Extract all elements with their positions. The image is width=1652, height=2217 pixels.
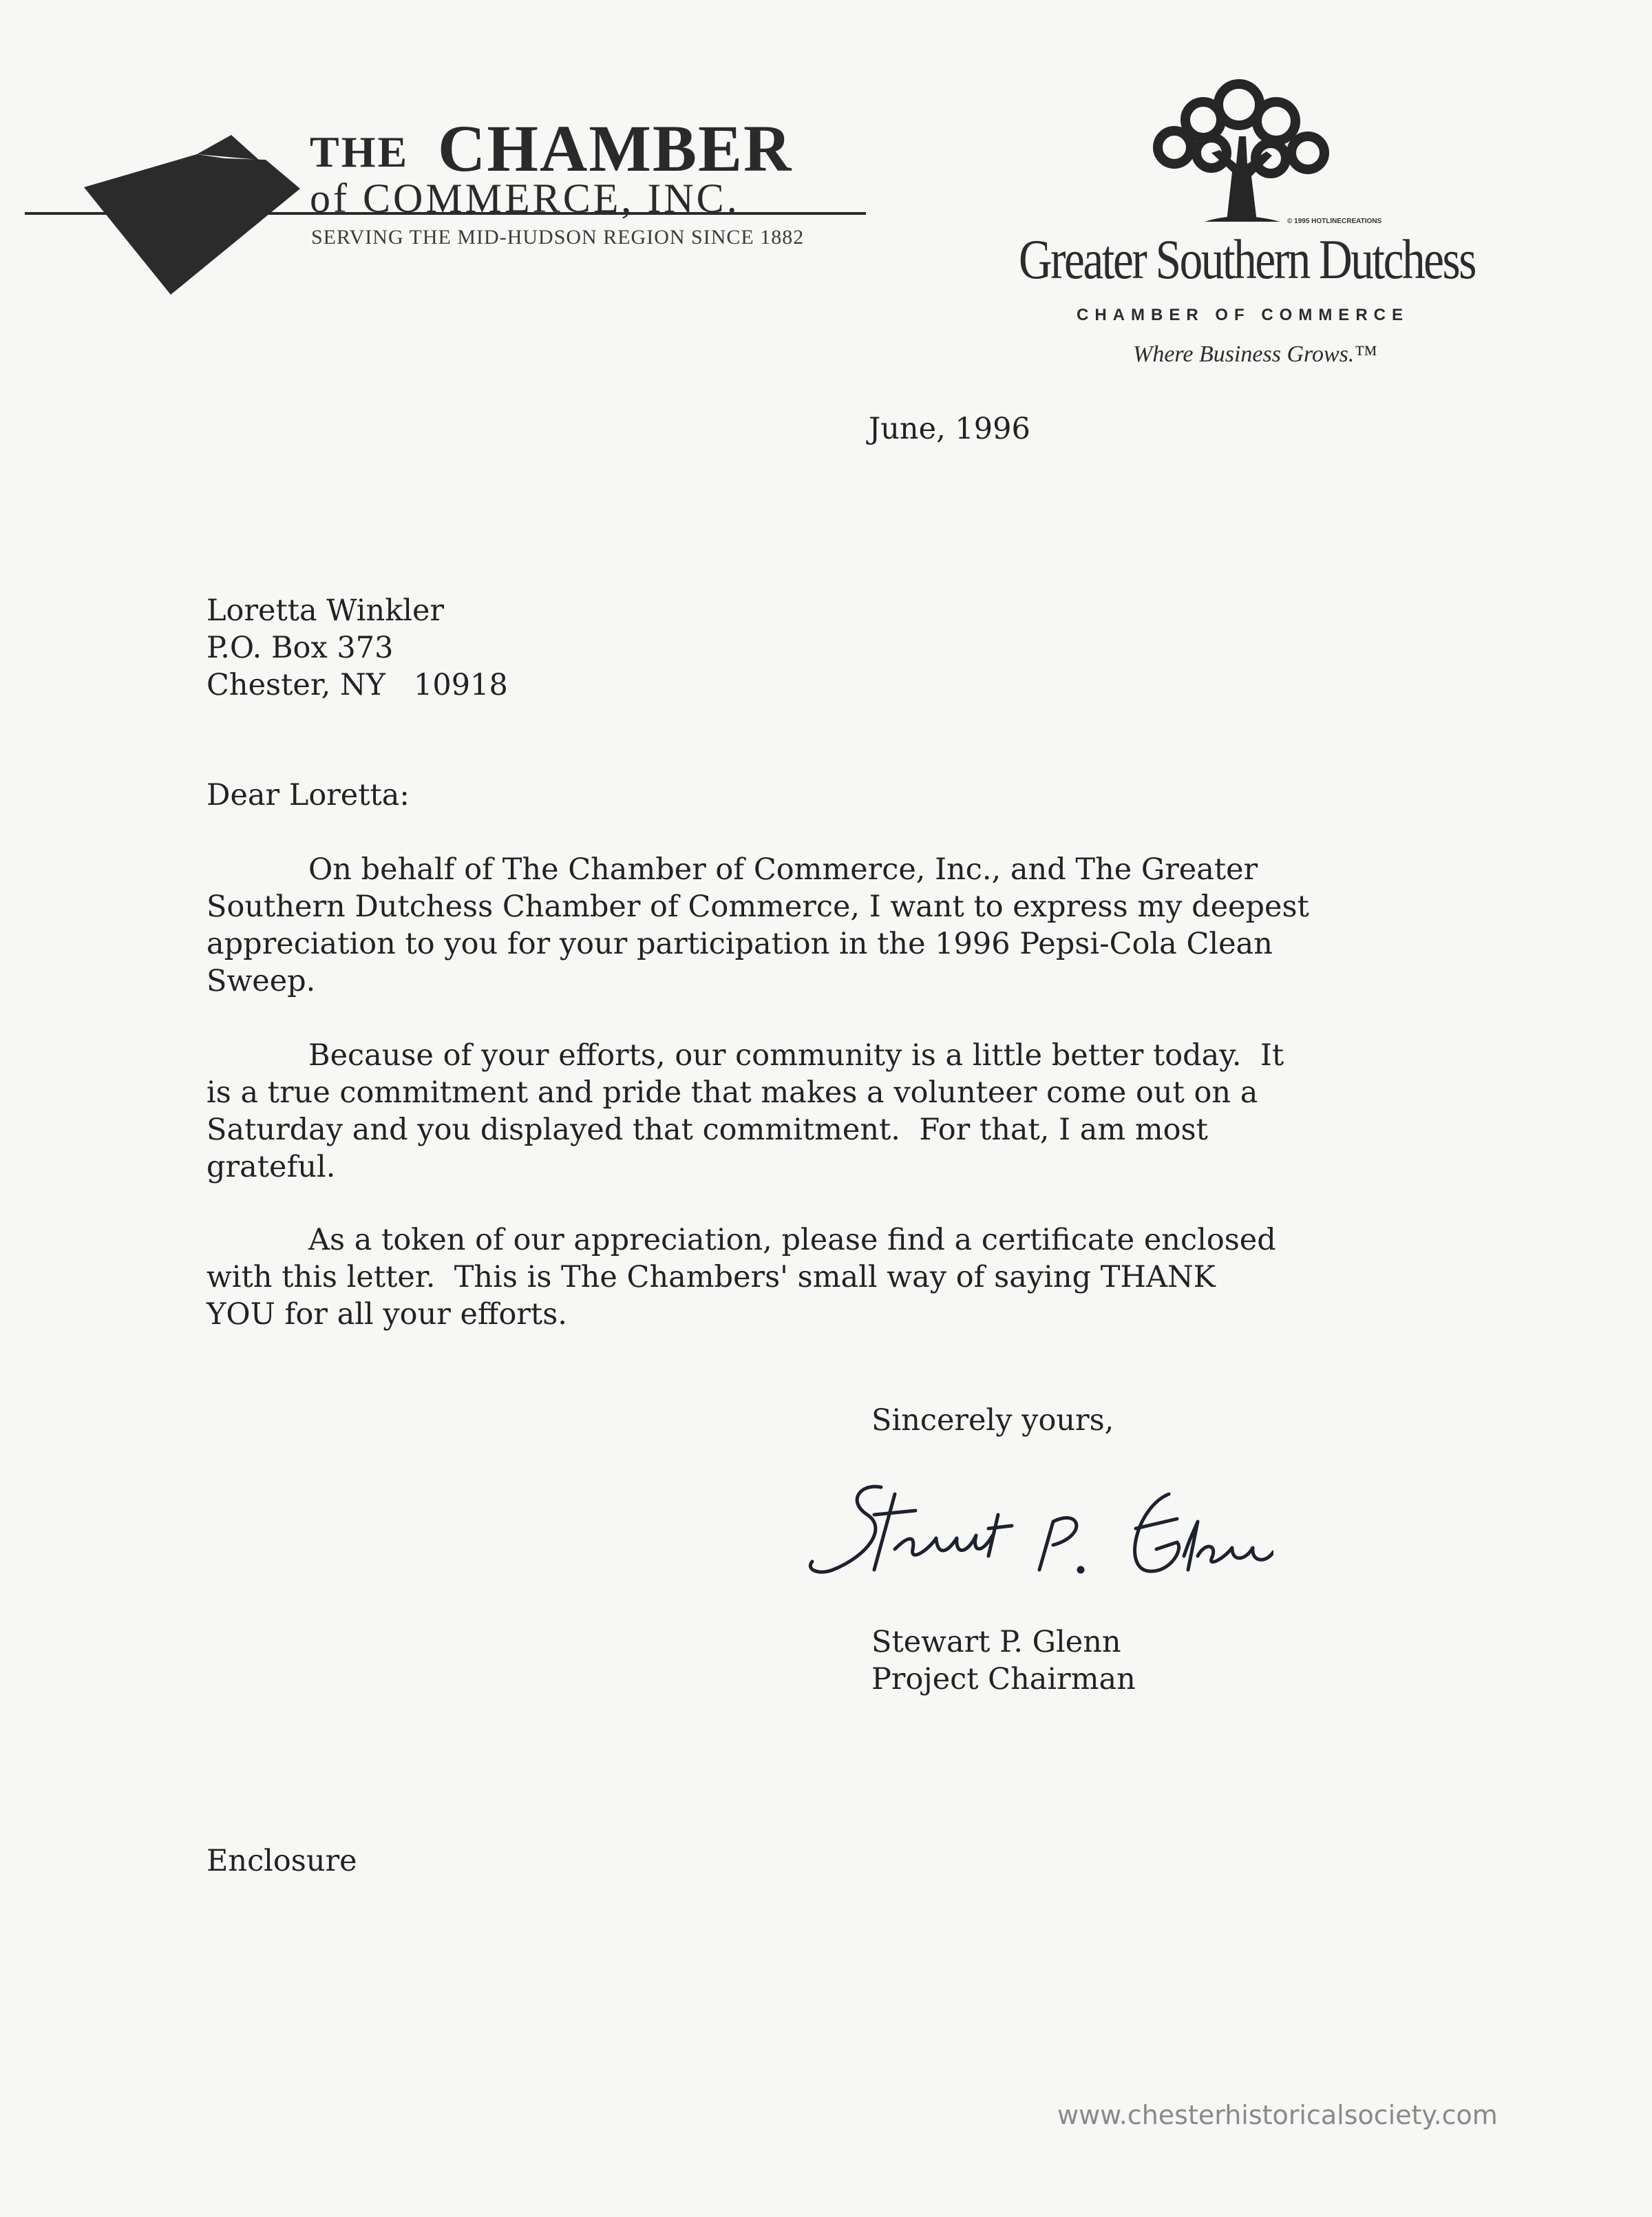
logo-copyright: © 1995 HOTLINECREATIONS [1287, 218, 1382, 225]
paragraph-line: appreciation to you for your participation in the 1996 Pepsi-Cola Clean [206, 927, 1273, 961]
paragraph-line: Saturday and you displayed that commitment. For that, I am most [206, 1113, 1208, 1147]
gsd-tagline: Where Business Grows.™ [1133, 342, 1377, 367]
signer-name: Stewart P. Glenn [871, 1625, 1121, 1659]
closing: Sincerely yours, [871, 1403, 1114, 1438]
tree-logo-icon [1136, 76, 1342, 227]
recipient-address [206, 592, 508, 704]
paragraph-line: Southern Dutchess Chamber of Commerce, I want to express my deepest [206, 890, 1309, 924]
signer-block [871, 1624, 1136, 1698]
letterhead-chamber: CHAMBER [438, 112, 793, 185]
paragraph-line: YOU for all your efforts. [206, 1297, 567, 1332]
site-watermark: www.chesterhistoricalsociety.com [1057, 2100, 1498, 2130]
gsd-name: Greater Southern Dutchess [1019, 228, 1475, 291]
paragraph-line: is a true commitment and pride that makes a volunteer come out on a [206, 1075, 1258, 1110]
paragraph-line: with this letter. This is The Chambers' small way of saying THANK [206, 1260, 1216, 1294]
paragraph-line: On behalf of The Chamber of Commerce, Inc., and The Greater [308, 852, 1258, 887]
recipient-name: Loretta Winkler [206, 593, 445, 628]
paragraph-line: Because of your efforts, our community is a little better today. It [308, 1038, 1284, 1073]
gsd-subtitle: CHAMBER OF COMMERCE [1077, 306, 1409, 324]
salutation: Dear Loretta: [206, 778, 410, 812]
signer-title: Project Chairman [871, 1662, 1136, 1696]
chamber-letterhead [25, 110, 871, 303]
gsd-letterhead [1012, 76, 1494, 379]
paragraph-line: Sweep. [206, 964, 316, 998]
paragraph-line: As a token of our appreciation, please find a certificate enclosed [308, 1223, 1276, 1257]
paragraph-2 [206, 1037, 1284, 1186]
recipient-city: Chester, NY 10918 [206, 668, 508, 702]
paragraph-3 [206, 1221, 1276, 1333]
letterhead-serving: SERVING THE MID-HUDSON REGION SINCE 1882 [311, 226, 805, 249]
recipient-street: P.O. Box 373 [206, 631, 394, 665]
letterhead-commerce: of COMMERCE, INC. [310, 176, 740, 221]
paragraph-1 [206, 851, 1309, 1000]
enclosure-note: Enclosure [206, 1844, 357, 1878]
handwritten-signature [792, 1467, 1273, 1604]
paragraph-line: grateful. [206, 1150, 336, 1184]
letter-date: June, 1996 [869, 412, 1030, 446]
letterhead-the: THE [310, 127, 410, 176]
